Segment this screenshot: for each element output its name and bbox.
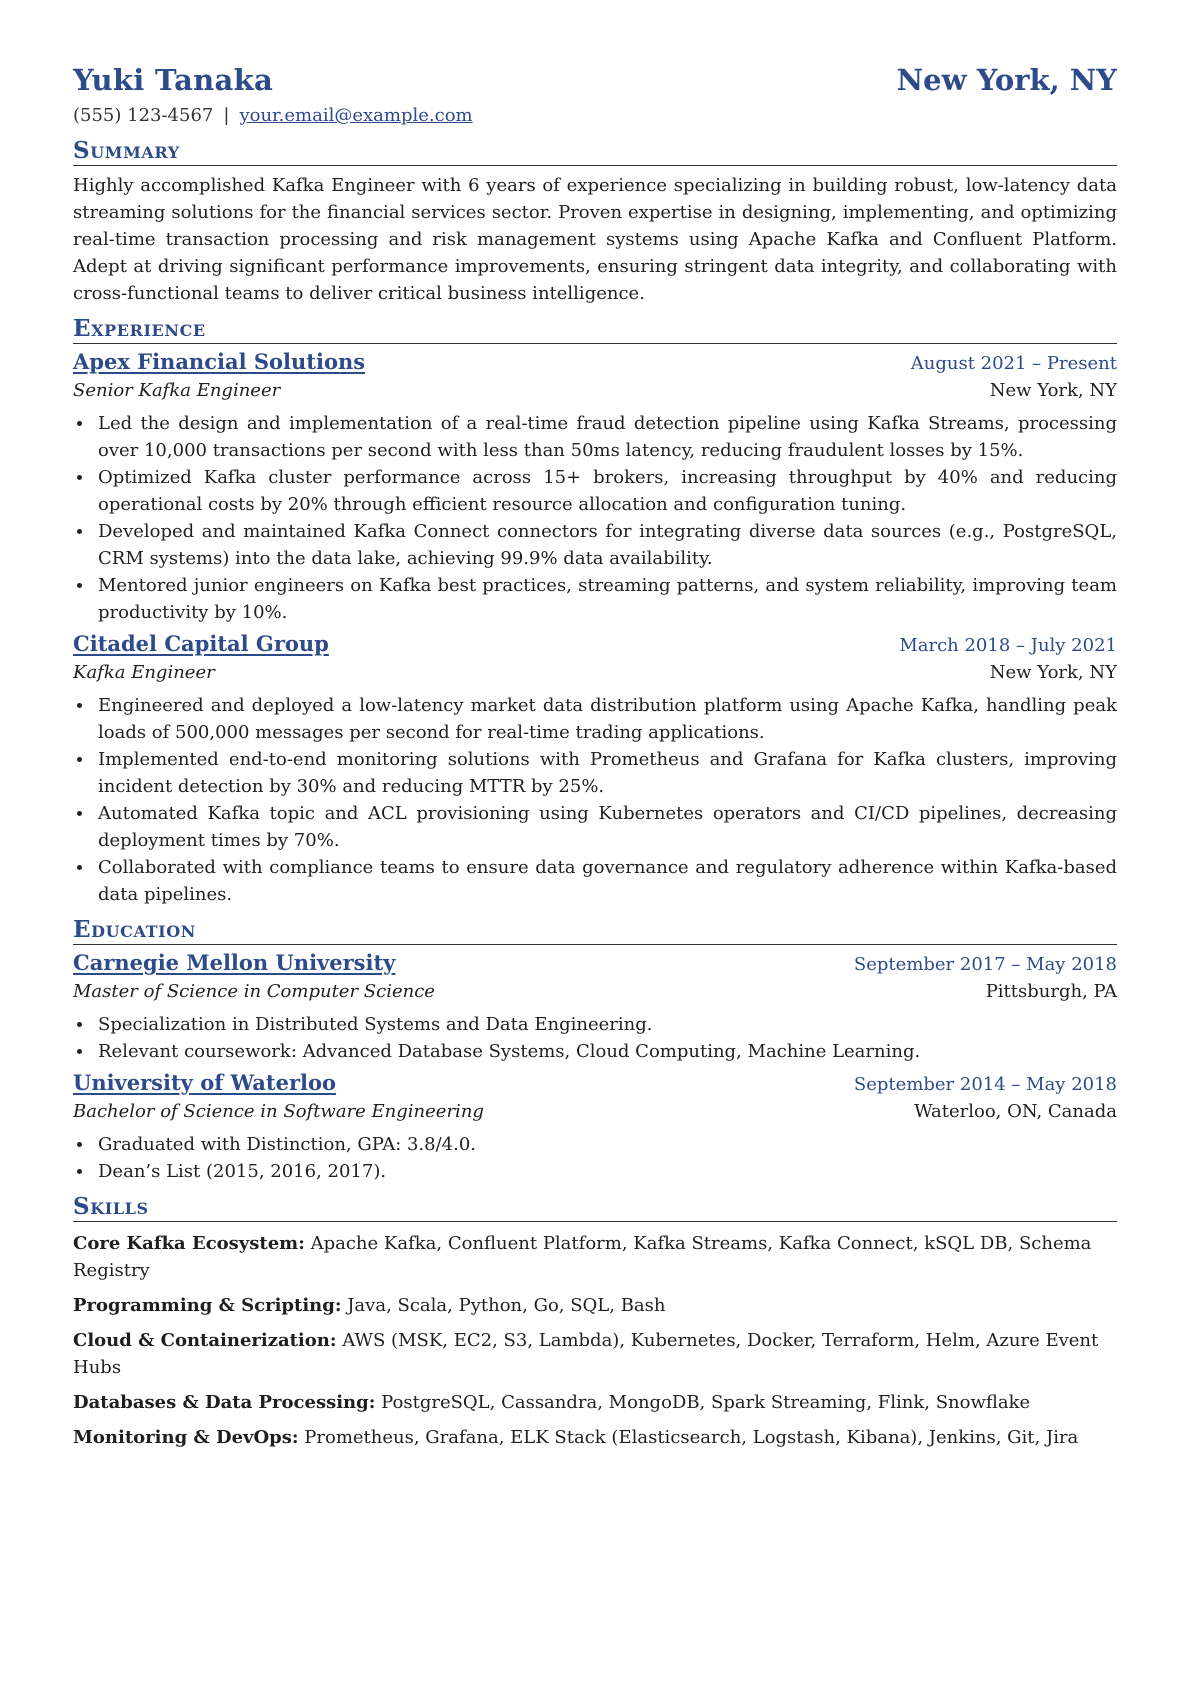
email-link[interactable]: your.email@example.com [239,105,473,126]
list-item: Implemented end-to-end monitoring solutions with Prometheus and Grafana for Kafka clusters, improving incident detection by 30% and reducing MTTR by 25%. [73,746,1117,800]
skill-category: Monitoring & DevOps: [73,1427,299,1448]
entry-location: New York, NY [989,380,1117,401]
skill-row [73,1327,1117,1381]
entry-location: New York, NY [989,662,1117,683]
candidate-location: New York, NY [896,63,1117,97]
education-heading: Education [73,916,1117,945]
skill-values: Apache Kafka, Confluent Platform, Kafka Streams, Kafka Connect, kSQL DB, Schema Registry [73,1233,1092,1281]
summary-heading: Summary [73,137,1117,166]
list-item: Dean’s List (2015, 2016, 2017). [73,1158,1117,1185]
education-entry [73,1069,1117,1185]
experience-entry [73,348,1117,626]
skill-values: Java, Scala, Python, Go, SQL, Bash [347,1295,666,1316]
school-link[interactable]: University of Waterloo [73,1070,337,1095]
list-item: Led the design and implementation of a real-time fraud detection pipeline using Kafka Streams, processing over 10,000 transactions per second with less than 50ms latency, reducing fraudulent losses by 15%. [73,410,1117,464]
employer-link[interactable]: Citadel Capital Group [73,631,329,656]
job-title: Kafka Engineer [73,662,215,683]
summary-text: Highly accomplished Kafka Engineer with 6 years of experience specializing in building robust, low-latency data streaming solutions for the financial services sector. Proven expertise in designing, implementing, and optimizing real-time transaction processing and risk management systems using Apache Kafka and Confluent Platform. Adept at driving significant performance improvements, ensuring stringent data integrity, and collaborating with cross-functional teams to deliver critical business intelligence. [73,175,1117,304]
list-item: Optimized Kafka cluster performance across 15+ brokers, increasing throughput by 40% and reducing operational costs by 20% through efficient resource allocation and configuration tuning. [73,464,1117,518]
skills-heading: Skills [73,1193,1117,1222]
list-item: Automated Kafka topic and ACL provisioning using Kubernetes operators and CI/CD pipelines, decreasing deployment times by 70%. [73,800,1117,854]
experience-heading: Experience [73,315,1117,344]
skill-category: Databases & Data Processing: [73,1392,376,1413]
phone-number: (555) 123-4567 [73,105,214,126]
skill-row [73,1389,1117,1416]
bullet-list [73,1131,1117,1185]
bullet-list [73,1011,1117,1065]
entry-dates: March 2018 – July 2021 [899,635,1117,656]
entry-dates: September 2014 – May 2018 [853,1074,1117,1095]
entry-dates: August 2021 – Present [910,353,1117,374]
employer-link[interactable]: Apex Financial Solutions [73,349,366,374]
list-item: Specialization in Distributed Systems and Data Engineering. [73,1011,1117,1038]
list-item: Graduated with Distinction, GPA: 3.8/4.0. [73,1131,1117,1158]
skill-row [73,1424,1117,1451]
entry-location: Waterloo, ON, Canada [914,1101,1117,1122]
entry-dates: September 2017 – May 2018 [853,954,1117,975]
list-item: Mentored junior engineers on Kafka best practices, streaming patterns, and system reliability, improving team productivity by 10%. [73,572,1117,626]
skill-row [73,1292,1117,1319]
skill-category: Core Kafka Ecosystem: [73,1233,305,1254]
skill-values: PostgreSQL, Cassandra, MongoDB, Spark Streaming, Flink, Snowflake [381,1392,1031,1413]
skill-row [73,1230,1117,1284]
bullet-list [73,410,1117,626]
skill-category: Programming & Scripting: [73,1295,342,1316]
contact-line [73,102,1117,129]
job-title: Senior Kafka Engineer [73,380,281,401]
contact-separator: | [223,105,230,126]
list-item: Developed and maintained Kafka Connect connectors for integrating diverse data sources (e.g., PostgreSQL, CRM systems) into the data lake, achieving 99.9% data availability. [73,518,1117,572]
bullet-list [73,692,1117,908]
list-item: Engineered and deployed a low-latency market data distribution platform using Apache Kafka, handling peak loads of 500,000 messages per second for real-time trading applications. [73,692,1117,746]
skill-values: Prometheus, Grafana, ELK Stack (Elasticsearch, Logstash, Kibana), Jenkins, Git, Jira [304,1427,1079,1448]
list-item: Collaborated with compliance teams to ensure data governance and regulatory adherence within Kafka-based data pipelines. [73,854,1117,908]
school-link[interactable]: Carnegie Mellon University [73,950,396,975]
education-entry [73,949,1117,1065]
degree-title: Master of Science in Computer Science [73,981,435,1002]
experience-entry [73,630,1117,908]
skill-category: Cloud & Containerization: [73,1330,337,1351]
candidate-name: Yuki Tanaka [73,63,274,97]
resume-header [73,60,1117,100]
skill-values: AWS (MSK, EC2, S3, Lambda), Kubernetes, Docker, Terraform, Helm, Azure Event Hubs [73,1330,1099,1378]
degree-title: Bachelor of Science in Software Engineering [73,1101,484,1122]
list-item: Relevant coursework: Advanced Database Systems, Cloud Computing, Machine Learning. [73,1038,1117,1065]
entry-location: Pittsburgh, PA [985,981,1117,1002]
